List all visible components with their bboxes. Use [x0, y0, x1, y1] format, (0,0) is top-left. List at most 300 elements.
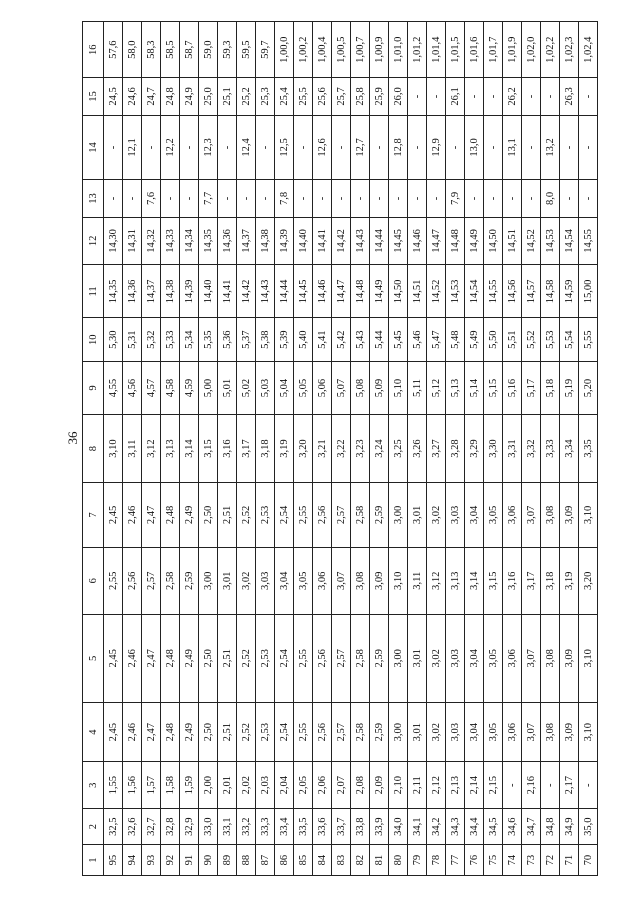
table-cell: 3,04	[465, 702, 484, 761]
table-cell: 5,55	[579, 318, 598, 362]
table-cell: 70	[579, 845, 598, 876]
table-cell: 3,15	[484, 547, 503, 614]
rotated-table-frame	[82, 21, 594, 876]
table-row	[446, 22, 465, 876]
table-cell: 2,17	[560, 762, 579, 809]
table-cell: 33,4	[275, 809, 294, 845]
table-cell: 2,54	[275, 614, 294, 702]
table-cell: 73	[522, 845, 541, 876]
table-cell: -	[218, 180, 237, 217]
table-cell: 33,7	[332, 809, 351, 845]
table-cell: 59,7	[256, 22, 275, 78]
table-cell: 14,36	[123, 265, 142, 318]
table-cell: 3,12	[427, 547, 446, 614]
table-cell: 14,53	[446, 265, 465, 318]
table-cell: 3,32	[522, 415, 541, 483]
table-cell: 26,3	[560, 78, 579, 115]
table-cell: 3,14	[180, 415, 199, 483]
table-cell: -	[389, 180, 408, 217]
table-cell: 2,57	[332, 702, 351, 761]
table-cell: 3,29	[465, 415, 484, 483]
table-cell: 14,45	[389, 217, 408, 265]
table-cell: 2,46	[123, 702, 142, 761]
table-cell: 25,8	[351, 78, 370, 115]
table-row	[484, 22, 503, 876]
table-cell: 2,56	[313, 614, 332, 702]
table-cell: 3,33	[541, 415, 560, 483]
table-cell: 5,53	[541, 318, 560, 362]
table-cell: 5,00	[199, 361, 218, 414]
table-row	[180, 22, 199, 876]
table-cell: 3,04	[465, 614, 484, 702]
table-cell: 12,6	[313, 115, 332, 180]
table-cell: 3,05	[484, 483, 503, 548]
table-cell: 14,33	[161, 217, 180, 265]
table-cell: 2,14	[465, 762, 484, 809]
table-cell: -	[560, 180, 579, 217]
table-cell: 5,42	[332, 318, 351, 362]
table-cell: 3,08	[541, 614, 560, 702]
table-cell: 2,53	[256, 702, 275, 761]
table-cell: 32,6	[123, 809, 142, 845]
table-cell: 3,10	[389, 547, 408, 614]
table-cell: 33,5	[294, 809, 313, 845]
table-cell: 4,57	[142, 361, 161, 414]
table-cell: 25,9	[370, 78, 389, 115]
table-cell: 8,0	[541, 180, 560, 217]
table-cell: 3,03	[446, 702, 465, 761]
table-cell: 3,25	[389, 415, 408, 483]
table-cell: 2,09	[370, 762, 389, 809]
table-cell: 2,51	[218, 483, 237, 548]
table-cell: -	[522, 180, 541, 217]
table-cell: 14,32	[142, 217, 161, 265]
table-cell: 5,31	[123, 318, 142, 362]
table-cell: 3,06	[503, 702, 522, 761]
table-cell: 2,12	[427, 762, 446, 809]
table-row	[465, 22, 484, 876]
table-cell: 3,07	[522, 702, 541, 761]
table-cell: 14,58	[541, 265, 560, 318]
table-cell: 2,59	[180, 547, 199, 614]
column-header-5: 5	[83, 614, 104, 702]
table-cell: 2,56	[123, 547, 142, 614]
table-cell: -	[161, 180, 180, 217]
table-cell: 86	[275, 845, 294, 876]
table-cell: -	[579, 78, 598, 115]
table-cell: 2,57	[332, 483, 351, 548]
table-cell: 2,55	[104, 547, 123, 614]
table-cell: 14,52	[427, 265, 446, 318]
table-cell: 75	[484, 845, 503, 876]
table-row	[123, 22, 142, 876]
table-row	[522, 22, 541, 876]
table-cell: 14,55	[579, 217, 598, 265]
table-cell: 14,59	[560, 265, 579, 318]
table-cell: -	[294, 115, 313, 180]
table-cell: 3,05	[484, 702, 503, 761]
table-cell: 3,00	[389, 702, 408, 761]
table-cell: -	[541, 762, 560, 809]
table-cell: 87	[256, 845, 275, 876]
table-cell: 2,47	[142, 614, 161, 702]
table-cell: 3,01	[408, 483, 427, 548]
table-cell: 3,01	[408, 702, 427, 761]
table-row	[389, 22, 408, 876]
table-cell: 7,7	[199, 180, 218, 217]
column-header-11: 11	[83, 265, 104, 318]
table-cell: 5,14	[465, 361, 484, 414]
column-header-4: 4	[83, 702, 104, 761]
table-cell: 1,01,0	[389, 22, 408, 78]
table-cell: -	[503, 180, 522, 217]
table-cell: 82	[351, 845, 370, 876]
table-cell: -	[579, 762, 598, 809]
table-cell: 3,35	[579, 415, 598, 483]
table-cell: 12,9	[427, 115, 446, 180]
table-cell: -	[465, 180, 484, 217]
table-cell: 2,11	[408, 762, 427, 809]
table-cell: 1,01,4	[427, 22, 446, 78]
table-cell: 14,40	[294, 217, 313, 265]
table-cell: 1,01,2	[408, 22, 427, 78]
table-row	[313, 22, 332, 876]
table-cell: 5,40	[294, 318, 313, 362]
table-cell: -	[218, 115, 237, 180]
table-cell: 14,50	[484, 217, 503, 265]
table-cell: 2,45	[104, 483, 123, 548]
table-cell: 3,01	[218, 547, 237, 614]
table-cell: 34,9	[560, 809, 579, 845]
table-cell: -	[370, 115, 389, 180]
table-cell: 5,17	[522, 361, 541, 414]
table-cell: 5,45	[389, 318, 408, 362]
table-cell: 25,0	[199, 78, 218, 115]
table-cell: 12,4	[237, 115, 256, 180]
table-cell: 3,26	[408, 415, 427, 483]
table-cell: 5,16	[503, 361, 522, 414]
table-cell: 3,18	[541, 547, 560, 614]
table-cell: 5,50	[484, 318, 503, 362]
table-cell: 34,8	[541, 809, 560, 845]
table-cell: -	[427, 78, 446, 115]
table-cell: 5,41	[313, 318, 332, 362]
table-cell: 95	[104, 845, 123, 876]
table-cell: 2,58	[351, 614, 370, 702]
table-cell: 5,52	[522, 318, 541, 362]
table-cell: 5,04	[275, 361, 294, 414]
table-cell: -	[484, 180, 503, 217]
table-cell: 5,12	[427, 361, 446, 414]
table-cell: 2,59	[370, 614, 389, 702]
table-cell: -	[313, 180, 332, 217]
table-cell: 4,55	[104, 361, 123, 414]
table-cell: -	[180, 115, 199, 180]
table-cell: 3,01	[408, 614, 427, 702]
table-row	[351, 22, 370, 876]
table-cell: 24,7	[142, 78, 161, 115]
table-cell: 14,48	[446, 217, 465, 265]
table-cell: 14,46	[408, 217, 427, 265]
table-cell: 3,20	[294, 415, 313, 483]
table-cell: 2,58	[351, 702, 370, 761]
table-cell: 33,6	[313, 809, 332, 845]
table-cell: 14,31	[123, 217, 142, 265]
table-cell: 5,44	[370, 318, 389, 362]
table-cell: 12,5	[275, 115, 294, 180]
table-cell: 71	[560, 845, 579, 876]
table-cell: 91	[180, 845, 199, 876]
table-cell: 2,57	[332, 614, 351, 702]
table-cell: 77	[446, 845, 465, 876]
table-cell: 3,23	[351, 415, 370, 483]
table-cell: 2,54	[275, 702, 294, 761]
table-cell: 80	[389, 845, 408, 876]
table-cell: 3,10	[579, 702, 598, 761]
table-cell: 14,45	[294, 265, 313, 318]
table-cell: 59,3	[218, 22, 237, 78]
table-cell: 2,15	[484, 762, 503, 809]
table-cell: 5,33	[161, 318, 180, 362]
table-cell: 2,02	[237, 762, 256, 809]
table-cell: 34,4	[465, 809, 484, 845]
table-cell: 3,30	[484, 415, 503, 483]
table-cell: 3,05	[484, 614, 503, 702]
column-header-6: 6	[83, 547, 104, 614]
table-cell: 5,43	[351, 318, 370, 362]
table-row	[579, 22, 598, 876]
column-header-9: 9	[83, 361, 104, 414]
table-cell: 74	[503, 845, 522, 876]
table-cell: 14,37	[237, 217, 256, 265]
table-cell: 32,8	[161, 809, 180, 845]
table-cell: 3,16	[503, 547, 522, 614]
table-cell: 59,5	[237, 22, 256, 78]
table-row	[541, 22, 560, 876]
table-row	[427, 22, 446, 876]
table-cell: 2,07	[332, 762, 351, 809]
table-cell: 34,1	[408, 809, 427, 845]
table-cell: 3,00	[389, 483, 408, 548]
table-cell: 12,3	[199, 115, 218, 180]
table-cell: 5,03	[256, 361, 275, 414]
table-cell: 7,6	[142, 180, 161, 217]
table-row	[503, 22, 522, 876]
table-cell: 14,37	[142, 265, 161, 318]
table-cell: -	[332, 180, 351, 217]
table-cell: 33,1	[218, 809, 237, 845]
table-cell: 1,58	[161, 762, 180, 809]
table-cell: 3,13	[446, 547, 465, 614]
table-cell: 3,08	[541, 702, 560, 761]
table-cell: 3,00	[389, 614, 408, 702]
table-cell: 5,13	[446, 361, 465, 414]
table-cell: 2,58	[161, 547, 180, 614]
table-cell: 3,22	[332, 415, 351, 483]
table-cell: 1,02,3	[560, 22, 579, 78]
table-cell: 33,0	[199, 809, 218, 845]
table-cell: 2,06	[313, 762, 332, 809]
table-cell: 1,00,7	[351, 22, 370, 78]
table-cell: 5,02	[237, 361, 256, 414]
table-cell: 3,04	[275, 547, 294, 614]
table-cell: -	[104, 115, 123, 180]
table-cell: -	[484, 115, 503, 180]
table-cell: 3,07	[522, 614, 541, 702]
table-cell: 5,18	[541, 361, 560, 414]
table-row	[370, 22, 389, 876]
column-header-13: 13	[83, 180, 104, 217]
table-cell: 13,0	[465, 115, 484, 180]
table-cell: -	[142, 115, 161, 180]
column-header-1: 1	[83, 845, 104, 876]
table-cell: 2,55	[294, 702, 313, 761]
table-cell: 14,50	[389, 265, 408, 318]
table-cell: 14,35	[199, 217, 218, 265]
table-cell: 2,50	[199, 483, 218, 548]
table-cell: -	[522, 78, 541, 115]
table-cell: -	[294, 180, 313, 217]
column-header-14: 14	[83, 115, 104, 180]
table-cell: 25,6	[313, 78, 332, 115]
table-row	[294, 22, 313, 876]
table-cell: 1,01,5	[446, 22, 465, 78]
column-header-2: 2	[83, 809, 104, 845]
table-cell: 2,58	[351, 483, 370, 548]
table-cell: 58,0	[123, 22, 142, 78]
table-cell: 3,27	[427, 415, 446, 483]
table-cell: 2,13	[446, 762, 465, 809]
table-cell: 2,52	[237, 483, 256, 548]
table-cell: 32,9	[180, 809, 199, 845]
table-cell: 1,00,5	[332, 22, 351, 78]
table-cell: 14,49	[370, 265, 389, 318]
table-cell: -	[408, 78, 427, 115]
table-cell: 2,55	[294, 483, 313, 548]
table-cell: 2,16	[522, 762, 541, 809]
table-cell: 2,01	[218, 762, 237, 809]
column-header-10: 10	[83, 318, 104, 362]
table-cell: 1,02,4	[579, 22, 598, 78]
table-cell: 58,7	[180, 22, 199, 78]
data-table	[82, 21, 598, 876]
table-cell: 2,59	[370, 483, 389, 548]
table-body	[104, 22, 598, 876]
table-cell: 3,18	[256, 415, 275, 483]
table-cell: 3,03	[446, 483, 465, 548]
table-cell: 2,03	[256, 762, 275, 809]
table-cell: 14,30	[104, 217, 123, 265]
table-cell: 3,05	[294, 547, 313, 614]
table-cell: 2,04	[275, 762, 294, 809]
table-cell: -	[408, 180, 427, 217]
table-cell: 3,09	[560, 614, 579, 702]
table-cell: 3,07	[522, 483, 541, 548]
table-cell: 32,7	[142, 809, 161, 845]
table-cell: 34,2	[427, 809, 446, 845]
table-cell: -	[256, 115, 275, 180]
table-cell: 5,07	[332, 361, 351, 414]
table-cell: 89	[218, 845, 237, 876]
table-cell: 5,34	[180, 318, 199, 362]
table-cell: 33,3	[256, 809, 275, 845]
table-cell: 3,31	[503, 415, 522, 483]
table-cell: 1,01,6	[465, 22, 484, 78]
table-row	[142, 22, 161, 876]
table-cell: 5,51	[503, 318, 522, 362]
table-cell: 14,39	[275, 217, 294, 265]
table-cell: 3,24	[370, 415, 389, 483]
table-cell: 58,5	[161, 22, 180, 78]
table-header	[83, 22, 104, 876]
column-header-15: 15	[83, 78, 104, 115]
table-cell: 5,38	[256, 318, 275, 362]
table-cell: 2,53	[256, 614, 275, 702]
table-cell: 3,07	[332, 547, 351, 614]
table-cell: 24,9	[180, 78, 199, 115]
table-cell: 1,59	[180, 762, 199, 809]
table-cell: 14,43	[351, 217, 370, 265]
column-header-7: 7	[83, 483, 104, 548]
table-cell: 5,11	[408, 361, 427, 414]
table-cell: 34,5	[484, 809, 503, 845]
table-cell: 24,6	[123, 78, 142, 115]
table-cell: 3,10	[579, 614, 598, 702]
table-cell: 1,56	[123, 762, 142, 809]
table-cell: 3,11	[123, 415, 142, 483]
table-cell: 1,00,9	[370, 22, 389, 78]
table-cell: 4,59	[180, 361, 199, 414]
table-cell: 2,51	[218, 702, 237, 761]
table-cell: -	[370, 180, 389, 217]
table-cell: 3,09	[560, 702, 579, 761]
table-cell: 3,21	[313, 415, 332, 483]
table-cell: 5,09	[370, 361, 389, 414]
table-cell: 3,06	[503, 483, 522, 548]
table-cell: -	[237, 180, 256, 217]
table-cell: 92	[161, 845, 180, 876]
table-cell: -	[427, 180, 446, 217]
header-row	[83, 22, 104, 876]
column-header-8: 8	[83, 415, 104, 483]
table-cell: 14,54	[560, 217, 579, 265]
table-cell: 3,19	[560, 547, 579, 614]
table-cell: -	[446, 115, 465, 180]
table-cell: 14,39	[180, 265, 199, 318]
table-cell: 2,51	[218, 614, 237, 702]
table-cell: 57,6	[104, 22, 123, 78]
table-cell: 3,17	[237, 415, 256, 483]
table-cell: 14,38	[256, 217, 275, 265]
table-cell: 14,57	[522, 265, 541, 318]
table-cell: 14,41	[218, 265, 237, 318]
table-cell: -	[522, 115, 541, 180]
table-cell: -	[484, 78, 503, 115]
table-cell: 25,7	[332, 78, 351, 115]
table-row	[237, 22, 256, 876]
table-cell: 5,06	[313, 361, 332, 414]
table-cell: 3,06	[313, 547, 332, 614]
table-cell: 24,8	[161, 78, 180, 115]
table-cell: 14,49	[465, 217, 484, 265]
table-cell: 3,02	[427, 483, 446, 548]
table-cell: 3,02	[237, 547, 256, 614]
table-cell: 5,54	[560, 318, 579, 362]
table-cell: 2,46	[123, 614, 142, 702]
table-cell: 2,45	[104, 702, 123, 761]
table-cell: 2,10	[389, 762, 408, 809]
table-cell: 2,52	[237, 614, 256, 702]
